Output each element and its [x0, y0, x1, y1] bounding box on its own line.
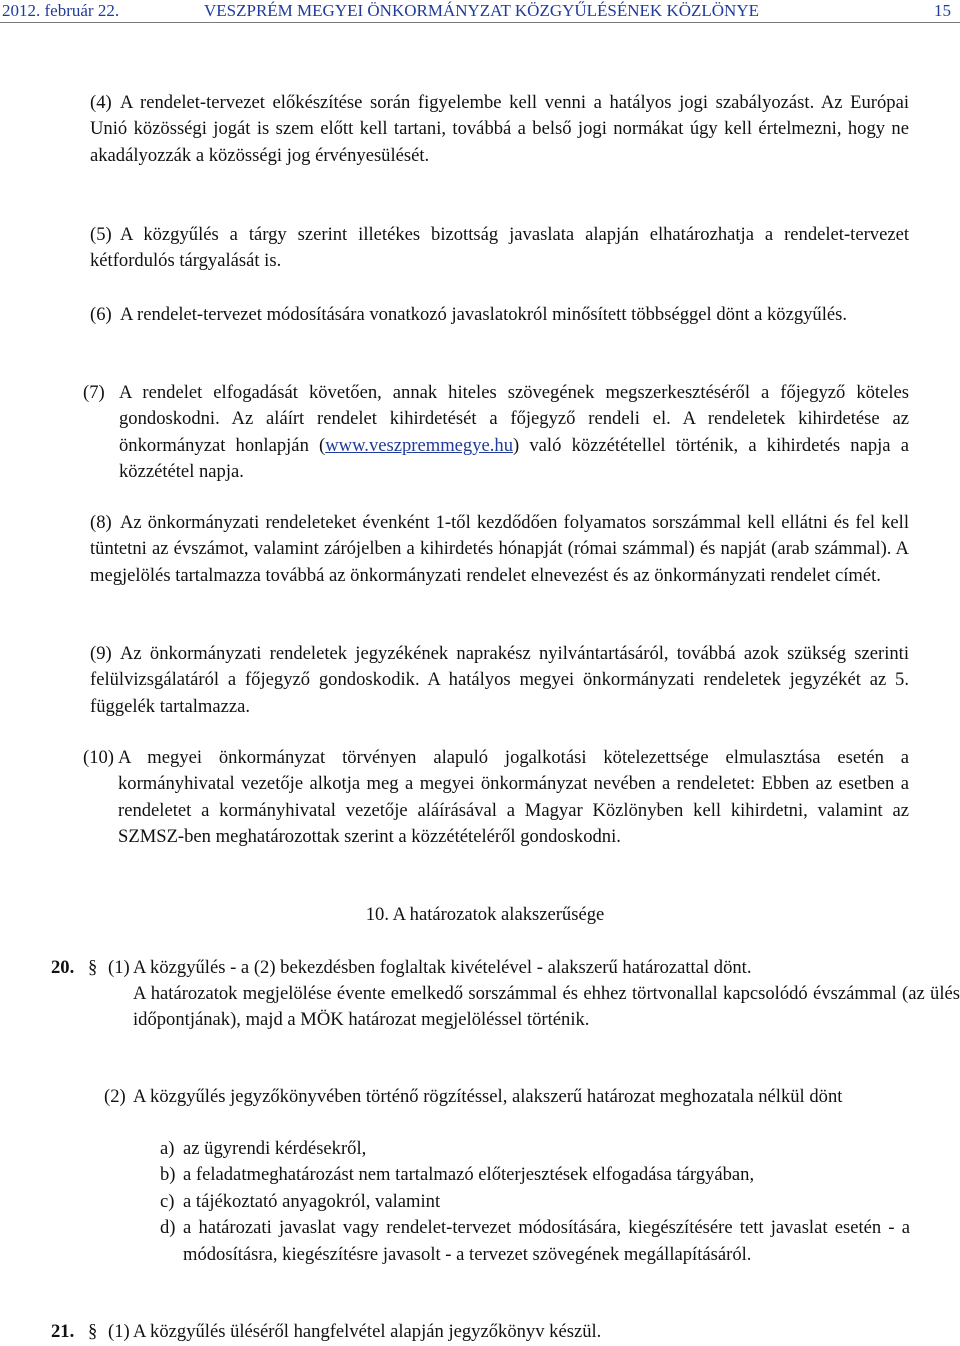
paragraph-text [119, 380, 909, 486]
subsection-number: (1) [108, 1321, 130, 1342]
list-item-label: c) [160, 1190, 175, 1212]
list-item-text: az ügyrendi kérdésekről, [183, 1138, 367, 1159]
paragraph-9 [90, 641, 909, 720]
page-header [0, 0, 960, 23]
article-21 [51, 1319, 911, 1346]
section-sign: § [88, 957, 98, 978]
subsection-first-line: A közgyűlés - a (2) bekezdésben foglaltak kivételével - alakszerű határozattal dönt. [133, 957, 752, 978]
header-date: 2012. február 22. [2, 1, 120, 20]
list-item-text: a tájékoztató anyagokról, valamint [183, 1190, 441, 1212]
subsection-continuation: A határozatok megjelölése évente emelkedő sorszámmal és ehhez törtvonallal kapcsolódó évszámmal (az ülés időpontjának), majd a MÖK határozat megjelöléssel történik. [133, 983, 960, 1031]
list-item [160, 1162, 910, 1188]
paragraph-10 [83, 745, 909, 851]
subsection-number: (1) [108, 957, 130, 978]
section-title: 10. A határozatok alakszerűsége [365, 904, 605, 925]
website-link[interactable]: www.veszpremmegye.hu [325, 434, 514, 456]
list-item-label: b) [160, 1164, 176, 1186]
header-page-number: 15 [934, 1, 951, 20]
decision-list [160, 1136, 910, 1268]
paragraph-text: Az önkormányzati rendeletek jegyzékének naprakész nyilvántartásáról, továbbá azok szükség szerinti felülvizsgálatáról a főjegyző gondoskodik. A hatályos megyei önkormányzati rendeletek jegyzékét az 5. függelék tartalmazza. [90, 643, 909, 717]
paragraph-number: (9) [90, 643, 112, 664]
list-item-text: a feladatmeghatározást nem tartalmazó előterjesztések elfogadása tárgyában, [183, 1164, 755, 1186]
list-item [160, 1215, 910, 1268]
paragraph-4 [90, 90, 909, 169]
article-number: 20. [51, 957, 75, 978]
paragraph-number: (6) [90, 304, 112, 325]
paragraph-6 [90, 302, 909, 328]
list-item [160, 1136, 910, 1162]
paragraph-number: (7) [83, 382, 105, 403]
subsection-text: A közgyűlés jegyzőkönyvében történő rögzítéssel, alakszerű határozat meghozatala nélkül dönt [133, 1086, 843, 1107]
paragraph-8 [90, 510, 909, 589]
subsection-text: A közgyűlés üléséről hangfelvétel alapján jegyzőkönyv készül. [133, 1321, 602, 1342]
paragraph-5 [90, 222, 909, 275]
paragraph-number: (10) [83, 747, 114, 768]
paragraph-number: (8) [90, 512, 112, 533]
paragraph-text: A rendelet-tervezet előkészítése során figyelembe kell venni a hatályos jogi szabályozást. Az Európai Unió közösségi jogát is szem előtt kell tartani, továbbá a belső jogi normákat úgy kell értelmezni, hogy ne akadályozzák a közösségi jog érvényesülését. [90, 92, 909, 166]
article-20 [51, 955, 960, 1055]
paragraph-text: A megyei önkormányzat törvényen alapuló jogalkotási kötelezettsége elmulasztása esetén a kormányhivatal vezetője alkotja meg a megyei önkormányzat nevében a rendeletet: Ebben az esetben a rendeletet a kormányhivatal vezetője aláírásával a Magyar Közlönyben kell kihirdetni, valamint az SZMSZ-ben meghatározottak szerint a közzétételéről gondoskodni. [118, 747, 909, 848]
paragraph-text: A rendelet-tervezet módosítására vonatkozó javaslatokról minősített többséggel dönt a közgyűlés. [120, 304, 848, 325]
section-sign: § [88, 1321, 98, 1342]
paragraph-7 [83, 380, 909, 486]
subsection-number: (2) [104, 1086, 126, 1107]
list-item-label: d) [160, 1217, 176, 1239]
list-item-label: a) [160, 1138, 175, 1159]
paragraph-text: Az önkormányzati rendeleteket évenként 1-től kezdődően folyamatos sorszámmal kell ellátni és fel kell tüntetni az évszámot, valamint zárójelben a kihirdetés hónapját (római számmal) és napját (arab számmal). A megjelölés tartalmazza továbbá az önkormányzati rendelet elnevezést és az önkormányzati rendelet címét. [90, 512, 909, 586]
paragraph-text: A közgyűlés a tárgy szerint illetékes bizottság javaslata alapján elhatározhatja a rendelet-tervezet kétfordulós tárgyalását is. [90, 224, 909, 272]
header-title: VESZPRÉM MEGYEI ÖNKORMÁNYZAT KÖZGYŰLÉSÉNEK KÖZLÖNYE [204, 1, 759, 20]
article-number: 21. [51, 1321, 75, 1342]
list-item-text: a határozati javaslat vagy rendelet-tervezet módosítására, kiegészítésére tett javaslat esetén - a módosításra, kiegészítésre javasolt - a tervezet szövegének megállapításáról. [183, 1217, 910, 1265]
paragraph-text-after-link: ) való közzététellel történik, a kihirdetés napja a közzététel napja. [119, 434, 909, 483]
paragraph-text-before-link: A rendelet elfogadását követően, annak hiteles szövegének megszerkesztéséről a főjegyző köteles gondoskodni. Az aláírt rendelet kihirdetését a főjegyző rendeli el. A rendeletek kihirdetése az önkormányzat honlapján ( [119, 382, 909, 456]
paragraph-number: (5) [90, 224, 112, 245]
paragraph-number: (4) [90, 92, 112, 113]
article-20-subsection-2 [104, 1084, 909, 1110]
list-item [160, 1189, 910, 1215]
